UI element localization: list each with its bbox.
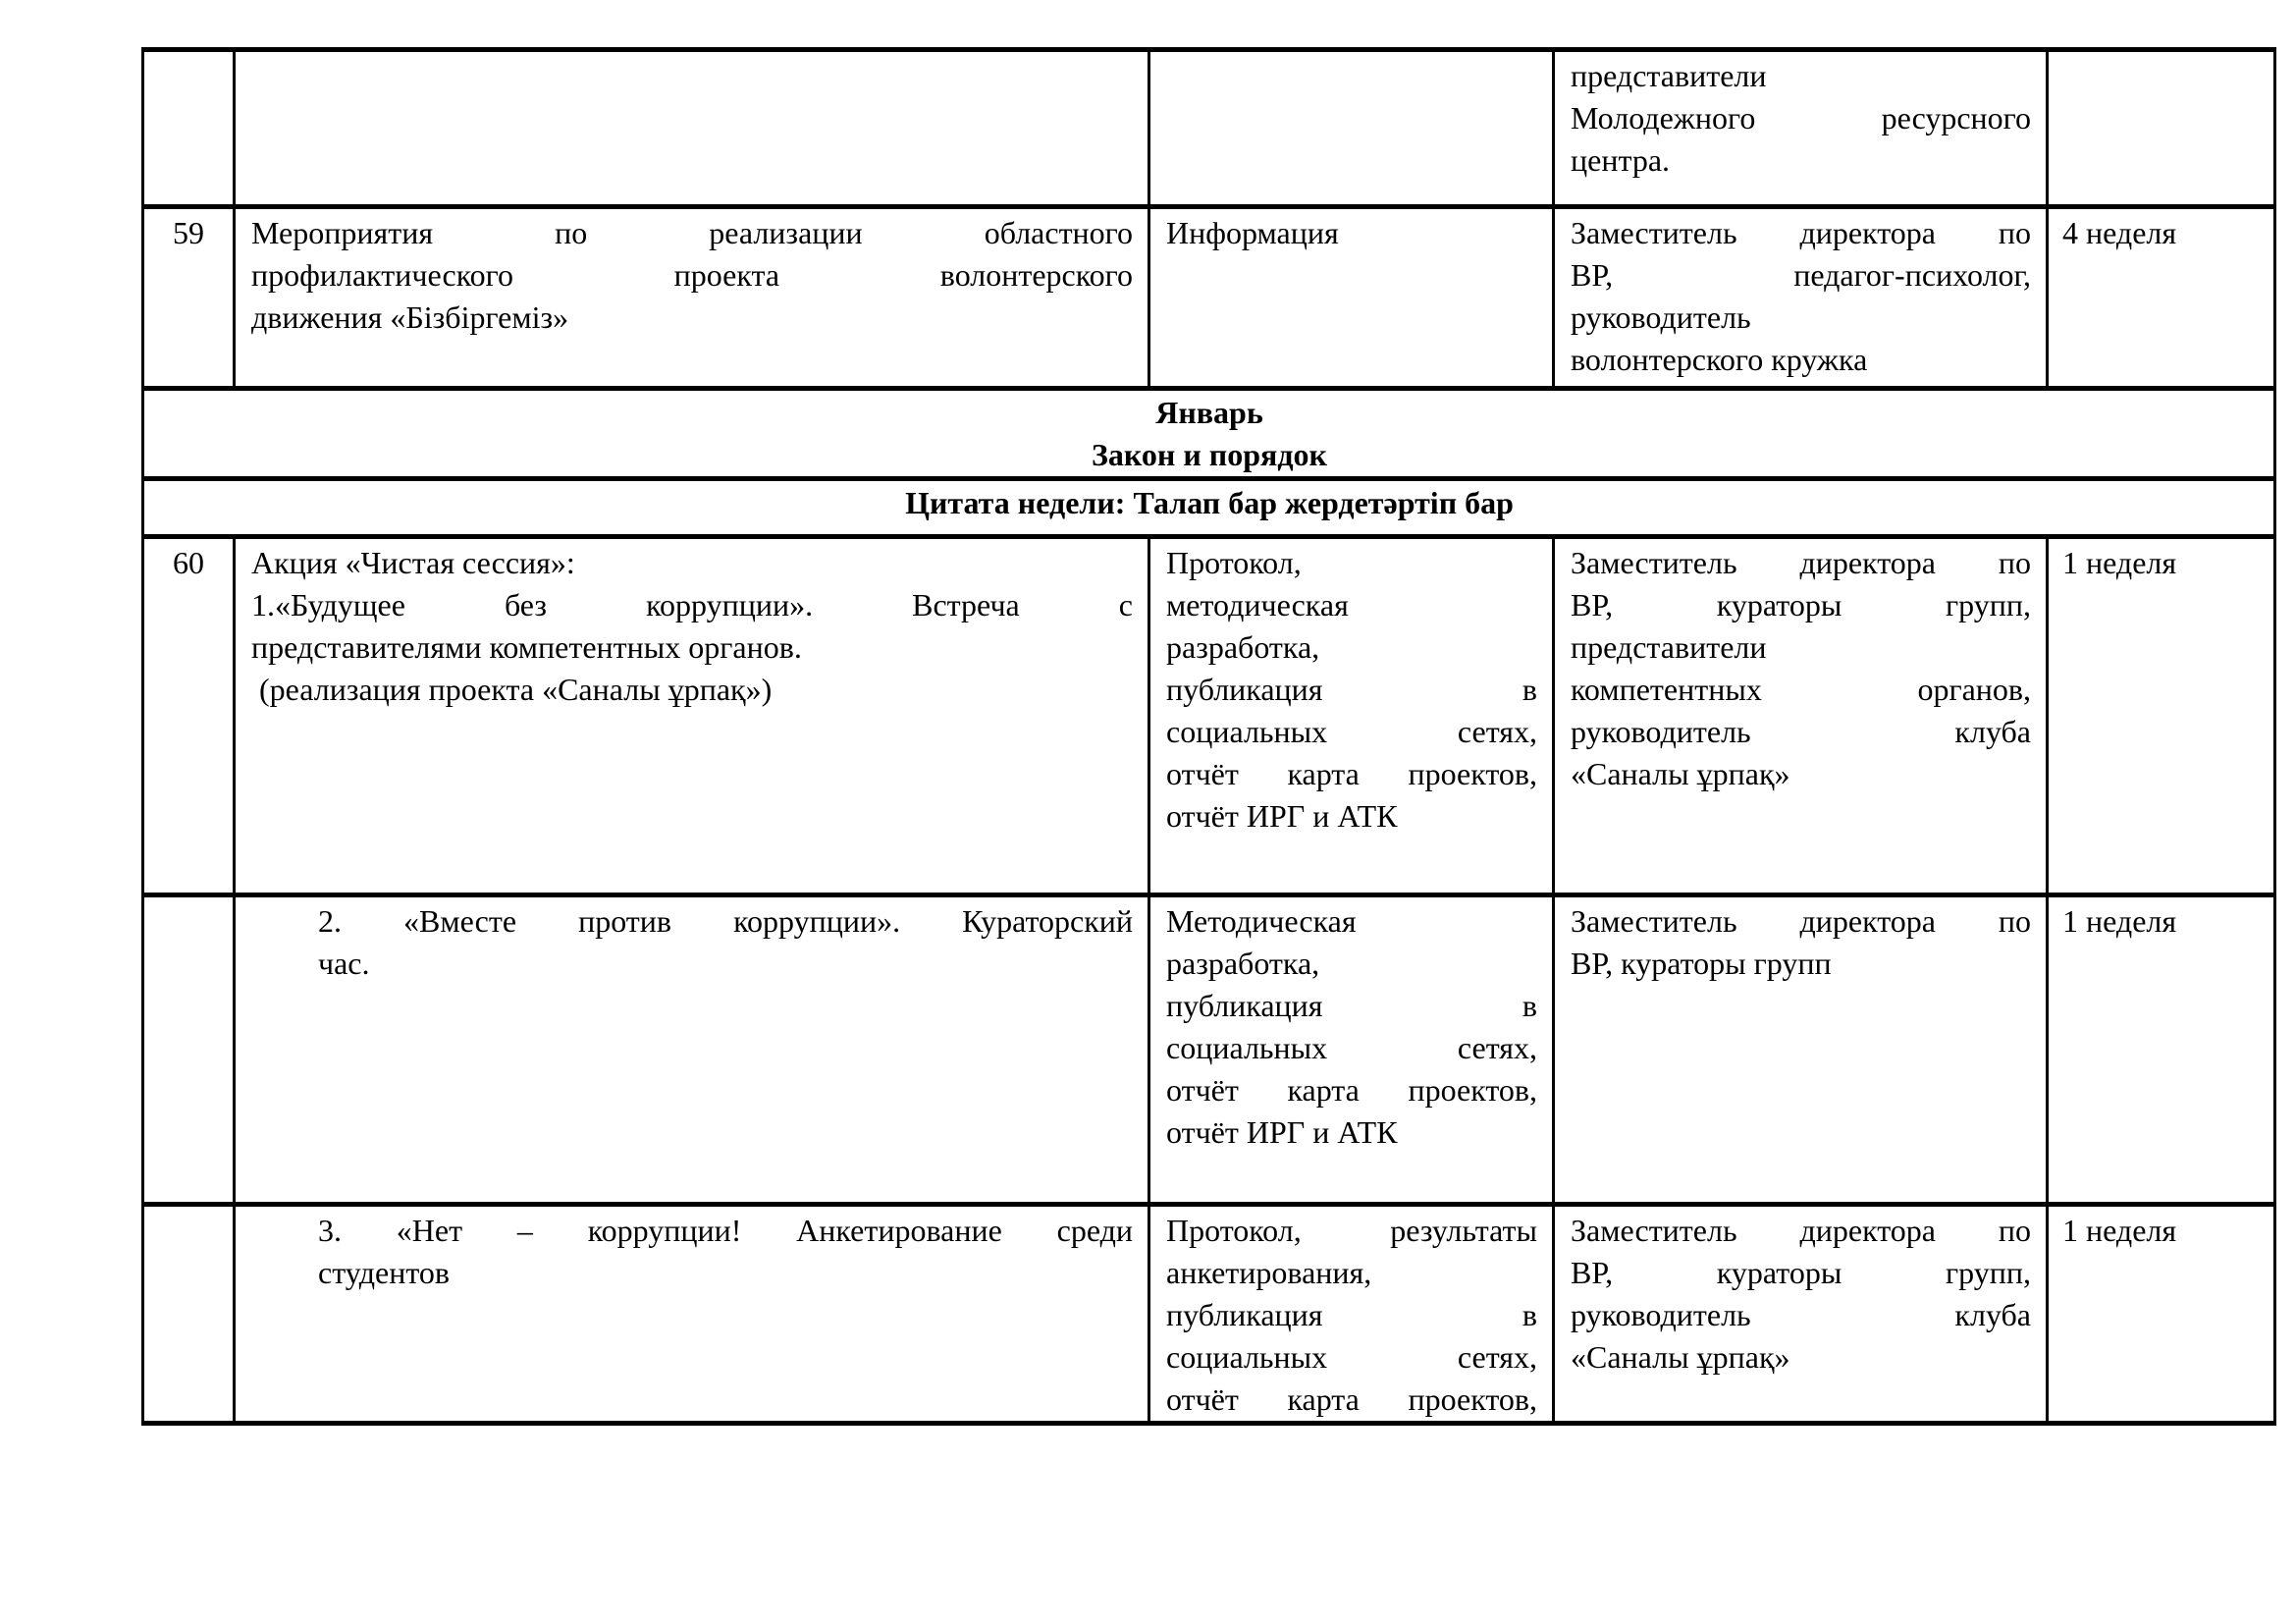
table-row-item-2 [143,895,2275,1205]
table-row-60 [143,537,2275,895]
form-cell [1149,50,1554,207]
table-row-item-3 [143,1205,2275,1424]
text-line: Заместитель директора по [1571,1213,2031,1248]
text-line: Заместитель директора по [1571,215,2031,250]
text-line: руководитель клуба [1571,1297,2031,1332]
text-line: ВР, кураторы групп, [1571,587,2031,623]
text-line: 2. «Вместе против коррупции». Кураторский [318,903,1133,939]
text-line: Заместитель директора по [1571,903,2031,939]
activity-cell [235,895,1149,1205]
text-line: ВР, кураторы групп, [1571,1255,2031,1290]
text-line: методическая [1166,587,1349,623]
form-cell [1149,207,1554,389]
plan-table [141,47,2276,1426]
text-line: 3. «Нет – коррупции! Анкетирование среди [318,1213,1133,1248]
quote-row [143,479,2275,537]
text-line: профилактического проекта волонтерского [251,257,1133,293]
text-line: Протокол, результаты [1166,1213,1537,1248]
table-row-59 [143,207,2275,389]
activity-cell [235,537,1149,895]
responsible-cell [1554,207,2048,389]
text-line: (реализация проекта «Саналы ұрпақ») [251,672,773,707]
table-row-continued [143,50,2275,207]
row-number-cell [143,895,235,1205]
text-line: Мероприятия по реализации областного [251,215,1133,250]
text-line: отчёт ИРГ и АТК [1166,1114,1398,1150]
form-cell [1149,1205,1554,1424]
quote-cell: Цитата недели: Талап бар жердетәртіп бар [143,479,2275,537]
text-line: социальных сетях, [1166,714,1537,749]
month-header-row [143,389,2275,479]
text-line: «Саналы ұрпақ» [1571,756,1790,791]
responsible-cell [1554,537,2048,895]
text-line: ВР, кураторы групп [1571,946,1832,981]
text-line: Январь [1155,395,1263,430]
text-line: Заместитель директора по [1571,545,2031,580]
text-line: студентов [318,1255,451,1290]
text-line: публикация в [1166,988,1537,1023]
text-line: разработка, [1166,946,1320,981]
form-cell [1149,537,1554,895]
month-header-cell [143,389,2275,479]
row-number-cell: 59 [143,207,235,389]
responsible-cell [1554,50,2048,207]
text-line: представители [1571,629,1767,665]
row-number-cell [143,1205,235,1424]
text-line: разработка, [1166,629,1320,665]
text-line: центра. [1571,142,1671,178]
row-number-cell [143,50,235,207]
text-line: Акция «Чистая сессия»: [251,545,575,580]
activity-cell [235,207,1149,389]
text-line: волонтерского кружка [1571,342,1868,377]
text-line: движения «Бізбіргеміз» [251,299,569,335]
text-line: Информация [1166,215,1339,250]
text-line: Молодежного ресурсного [1571,100,2031,135]
row-number-cell: 60 [143,537,235,895]
form-cell [1149,895,1554,1205]
timing-cell: 1 неделя [2048,537,2275,895]
text-line: отчёт ИРГ и АТК [1166,798,1398,834]
text-line: Методическая [1166,903,1357,939]
timing-cell [2048,50,2275,207]
text-line: социальных сетях, [1166,1030,1537,1065]
text-line: представителями компетентных органов. [251,629,802,665]
text-line: публикация в [1166,1297,1537,1332]
text-line: отчёт карта проектов, [1166,756,1537,791]
text-line: час. [318,946,370,981]
text-line: Закон и порядок [1092,437,1327,472]
text-line: «Саналы ұрпақ» [1571,1339,1790,1375]
timing-cell: 1 неделя [2048,1205,2275,1424]
text-line: компетентных органов, [1571,672,2031,707]
text-line: Протокол, [1166,545,1302,580]
timing-cell: 1 неделя [2048,895,2275,1205]
text-line: социальных сетях, [1166,1339,1537,1375]
text-line: анкетирования, [1166,1255,1372,1290]
activity-cell [235,1205,1149,1424]
text-line: представители [1571,58,1767,93]
text-line: публикация в [1166,672,1537,707]
text-line: отчёт карта проектов, [1166,1381,1537,1417]
text-line: руководитель клуба [1571,714,2031,749]
timing-cell: 4 неделя [2048,207,2275,389]
activity-cell [235,50,1149,207]
text-line: ВР, педагог-психолог, [1571,257,2031,293]
text-line: отчёт карта проектов, [1166,1072,1537,1108]
responsible-cell [1554,895,2048,1205]
text-line: 1.«Будущее без коррупции». Встреча с [251,587,1133,623]
responsible-cell [1554,1205,2048,1424]
text-line: руководитель [1571,299,1751,335]
